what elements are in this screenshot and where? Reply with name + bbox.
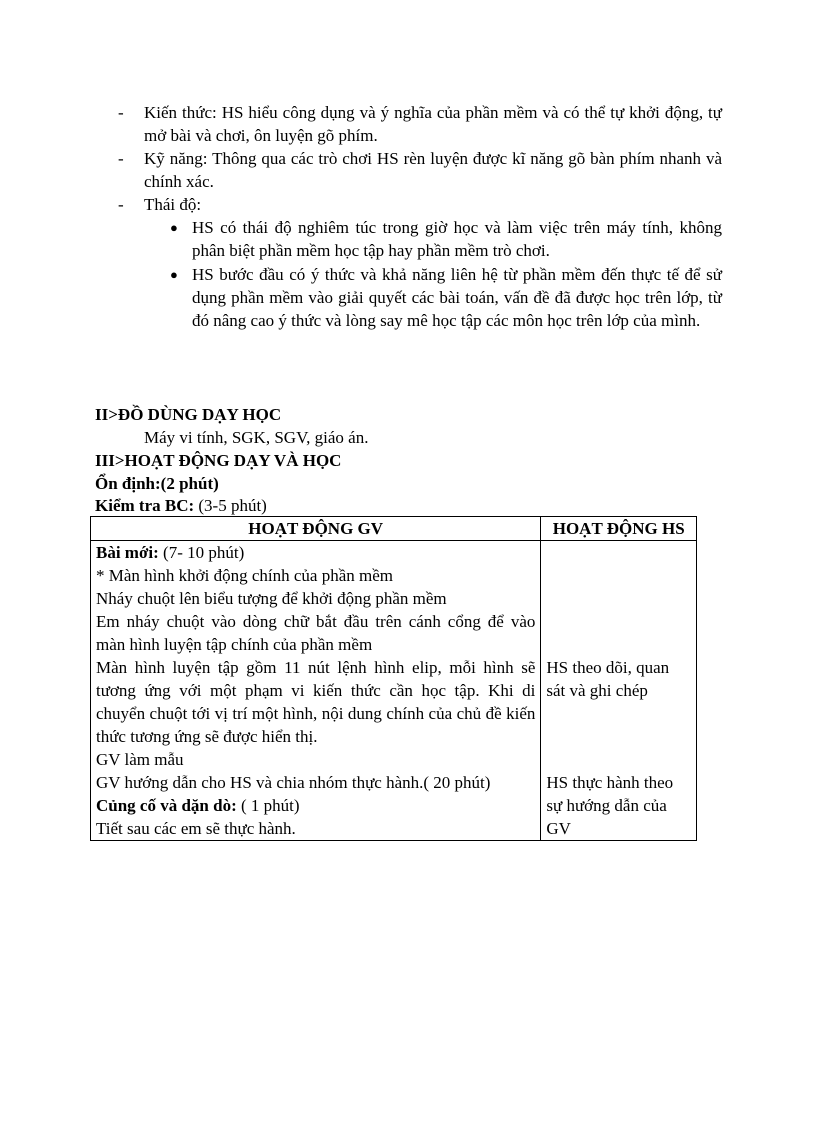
gv-line: Nháy chuột lên biểu tượng để khởi động phần mềm	[96, 589, 447, 608]
attitude-bullet	[166, 216, 722, 262]
objective-text: Thái độ:	[144, 195, 202, 214]
objective-skill	[118, 147, 722, 193]
hs-activity-cell	[541, 541, 697, 841]
gv-line: Màn hình luyện tập gồm 11 nút lệnh hình elip, mỗi hình sẽ tương ứng với một phạm vi kiến thức cần học tập. Khi di chuyển chuột tới vị trí một hình, nội dung chính của chủ đề kiến thức tương ứng sẽ được hiển thị.	[96, 658, 536, 746]
cung-co-line	[96, 794, 535, 817]
table-header-row	[91, 517, 697, 541]
gv-line: Em nháy chuột vào dòng chữ bắt đầu trên cánh cổng để vào màn hình luyện tập chính của phần mềm	[96, 612, 536, 654]
dash-marker: -	[118, 149, 124, 168]
objective-text: Kiến thức: HS hiểu công dụng và ý nghĩa của phần mềm và có thể tự khởi động, tự mở bài và chơi, ôn luyện gõ phím.	[144, 103, 722, 145]
bullet-dot-icon: ●	[170, 267, 178, 282]
activity-table	[90, 516, 697, 841]
dash-marker: -	[118, 103, 124, 122]
bai-moi-time: (7- 10 phút)	[158, 543, 245, 562]
attitude-bullet	[166, 263, 722, 332]
objective-attitude	[118, 193, 722, 332]
cung-co-time: ( 1 phút)	[236, 796, 300, 815]
objectives-list	[118, 101, 722, 332]
kiem-tra-label: Kiểm tra BC:	[95, 496, 195, 515]
hs-practice-text: HS thực hành theo sự hướng dẫn của GV	[546, 773, 674, 838]
gv-line: GV làm mẫu	[96, 750, 184, 769]
gv-line: * Màn hình khởi động chính của phần mềm	[96, 566, 393, 585]
gv-activity-cell	[91, 541, 541, 841]
section2-heading: II>ĐỒ DÙNG DẠY HỌC	[95, 405, 282, 424]
objective-text: Kỹ năng: Thông qua các trò chơi HS rèn luyện được kĩ năng gõ bàn phím nhanh và chính xác.	[144, 149, 722, 191]
dash-marker: -	[118, 195, 124, 214]
gv-final-line: Tiết sau các em sẽ thực hành.	[96, 819, 296, 838]
hs-observe-text: HS theo dõi, quan sát và ghi chép	[546, 658, 670, 700]
cung-co-label: Củng cố và dặn dò:	[96, 796, 237, 815]
attitude-bullets	[166, 216, 722, 332]
kiem-tra-time: (3-5 phút)	[194, 496, 267, 515]
gv-line: GV hướng dẫn cho HS và chia nhóm thực hành.( 20 phút)	[96, 773, 491, 792]
bullet-text: HS bước đầu có ý thức và khả năng liên hệ từ phần mềm đến thực tế để sử dụng phần mềm vào giải quyết các bài toán, vấn đề đã được học trên lớp, từ đó nâng cao ý thức và lòng say mê học tập các môn học trên lớp của mình.	[192, 265, 722, 330]
gv-column-header: HOẠT ĐỘNG GV	[91, 517, 541, 541]
bullet-dot-icon: ●	[170, 220, 178, 235]
bai-moi-line	[96, 541, 535, 564]
section3-heading: III>HOẠT ĐỘNG DẠY VÀ HỌC	[95, 451, 342, 470]
bai-moi-label: Bài mới:	[96, 543, 159, 562]
section2-text: Máy vi tính, SGK, SGV, giáo án.	[144, 428, 369, 447]
kiem-tra-line	[95, 494, 267, 517]
hs-column-header: HOẠT ĐỘNG HS	[541, 517, 697, 541]
on-dinh-line: Ổn định:(2 phút)	[95, 474, 219, 493]
bullet-text: HS có thái độ nghiêm túc trong giờ học và làm việc trên máy tính, không phân biệt phần mềm học tập hay phần mềm trò chơi.	[192, 218, 722, 260]
objective-knowledge	[118, 101, 722, 147]
table-row	[91, 541, 697, 841]
